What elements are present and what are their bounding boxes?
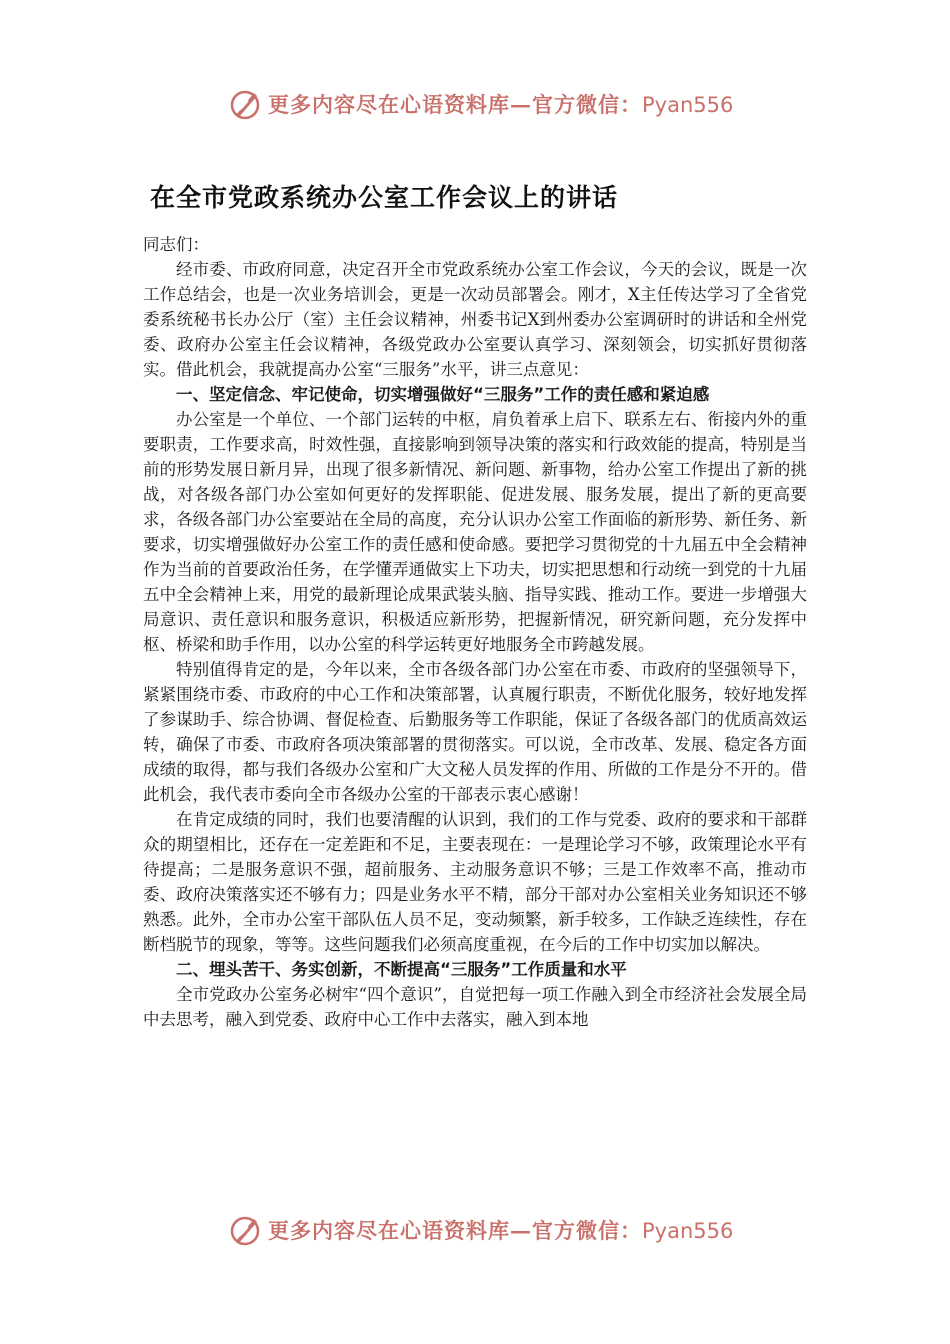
wechat-id: Pyan556	[642, 1219, 734, 1243]
paragraph-shortcomings: 在肯定成绩的同时，我们也要清醒的认识到，我们的工作与党委、政府的要求和干部群众的期望相比，还存在一定差距和不足，主要表现在：一是理论学习不够，政策理论水平有待提高；二是服务意识不强，超前服务、主动服务意识不够；三是工作效率不高，推动市委、政府决策落实还不够有力；四是业务水平不精，部分干部对办公室相关业务知识还不够熟悉。此外，全市办公室干部队伍人员不足，变动频繁，新手较多，工作缺乏连续性，存在断档脱节的现象，等等。这些问题我们必须高度重视，在今后的工作中切实加以解决。	[143, 810, 807, 954]
document-body	[143, 232, 807, 1032]
banner-text: 更多内容尽在心语资料库—官方微信：Pyan556	[268, 92, 734, 117]
quill-logo-icon	[228, 87, 262, 121]
bottom-watermark-banner	[228, 1210, 733, 1250]
paragraph-four-consciousness: 全市党政办公室务必树牢“四个意识”，自觉把每一项工作融入到全市经济社会发展全局中去思考，融入到党委、政府中心工作中去落实，融入到本地	[143, 985, 807, 1029]
salutation: 同志们：	[143, 235, 209, 254]
top-watermark-banner	[228, 84, 733, 124]
section-heading-2: 二、埋头苦干、务实创新，不断提高“三服务”工作质量和水平	[176, 960, 627, 979]
quill-logo-icon	[228, 1213, 262, 1247]
banner-text: 更多内容尽在心语资料库—官方微信：Pyan556	[268, 1218, 734, 1243]
document-title: 在全市党政系统办公室工作会议上的讲话	[150, 183, 619, 212]
wechat-id: Pyan556	[642, 93, 734, 117]
section-heading-1: 一、坚定信念、牢记使命，切实增强做好“三服务”工作的责任感和紧迫感	[176, 385, 710, 404]
paragraph-achievements: 特别值得肯定的是，今年以来，全市各级各部门办公室在市委、市政府的坚强领导下，紧紧围绕市委、市政府的中心工作和决策部署，认真履行职责，不断优化服务，较好地发挥了参谋助手、综合协调、督促检查、后勤服务等工作职能，保证了各级各部门的优质高效运转，确保了市委、市政府各项决策部署的贯彻落实。可以说，全市改革、发展、稳定各方面成绩的取得，都与我们各级办公室和广大文秘人员发挥的作用、所做的工作是分不开的。借此机会，我代表市委向全市各级办公室的干部表示衷心感谢！	[143, 660, 807, 804]
paragraph-office-role: 办公室是一个单位、一个部门运转的中枢，肩负着承上启下、联系左右、衔接内外的重要职责，工作要求高，时效性强，直接影响到领导决策的落实和行政效能的提高，特别是当前的形势发展日新月异，出现了很多新情况、新问题、新事物，给办公室工作提出了新的挑战，对各级各部门办公室如何更好的发挥职能、促进发展、服务发展，提出了新的更高要求，各级各部门办公室要站在全局的高度，充分认识办公室工作面临的新形势、新任务、新要求，切实增强做好办公室工作的责任感和使命感。要把学习贯彻党的十九届五中全会精神作为当前的首要政治任务，在学懂弄通做实上下功夫，切实把思想和行动统一到党的十九届五中全会精神上来，用党的最新理论成果武装头脑、指导实践、推动工作。要进一步增强大局意识、责任意识和服务意识，积极适应新形势，把握新情况，研究新问题，充分发挥中枢、桥梁和助手作用，以办公室的科学运转更好地服务全市跨越发展。	[143, 410, 807, 654]
paragraph-intro: 经市委、市政府同意，决定召开全市党政系统办公室工作会议，今天的会议，既是一次工作总结会，也是一次业务培训会，更是一次动员部署会。刚才，X主任传达学习了全省党委系统秘书长办公厅（室）主任会议精神，州委书记X到州委办公室调研时的讲话和全州党委、政府办公室主任会议精神，各级党政办公室要认真学习、深刻领会，切实抓好贯彻落实。借此机会，我就提高办公室“三服务”水平，讲三点意见：	[143, 260, 807, 379]
